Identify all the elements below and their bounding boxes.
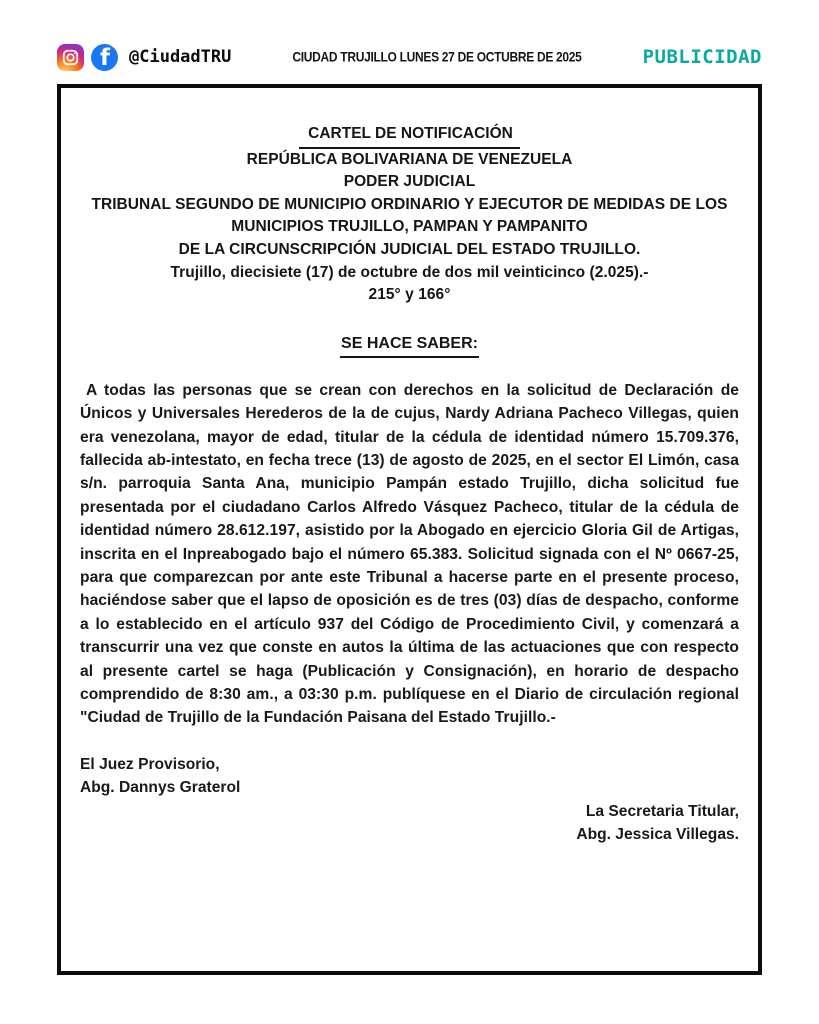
document-title-line — [80, 123, 739, 149]
se-hace-saber-label: SE HACE SABER: — [340, 333, 479, 358]
notification-document — [57, 84, 762, 975]
secretary-signature-block — [80, 800, 739, 847]
secretary-name: Abg. Jessica Villegas. — [576, 826, 739, 844]
publicidad-label: PUBLICIDAD — [642, 46, 762, 68]
document-title: CARTEL DE NOTIFICACIÓN — [299, 123, 520, 149]
facebook-icon[interactable]: f — [91, 44, 118, 71]
judge-name: Abg. Dannys Graterol — [80, 779, 241, 797]
secretary-title: La Secretaria Titular, — [585, 802, 739, 820]
heading-line-tribunal-2: MUNICIPIOS TRUJILLO, PAMPAN Y PAMPANITO — [231, 218, 588, 236]
subheading-line — [80, 333, 739, 358]
heading-line-poder-judicial: PODER JUDICIAL — [343, 173, 476, 191]
masthead — [57, 40, 762, 74]
social-handles — [57, 44, 231, 71]
dateline: CIUDAD TRUJILLO LUNES 27 DE OCTUBRE DE 2025 — [292, 49, 582, 65]
heading-line-republic: REPÚBLICA BOLIVARIANA DE VENEZUELA — [246, 150, 573, 168]
judge-title: El Juez Provisorio, — [80, 755, 220, 773]
heading-line-tribunal-1: TRIBUNAL SEGUNDO DE MUNICIPIO ORDINARIO Y EJECUTOR DE MEDIDAS DE LOS — [91, 195, 728, 213]
judge-signature-block — [80, 753, 739, 800]
heading-line-dateplace: Trujillo, diecisiete (17) de octubre de dos mil veinticinco (2.025).- — [170, 263, 649, 281]
social-handle: @CiudadTRU — [129, 47, 232, 67]
heading-line-years: 215° y 166° — [368, 286, 451, 304]
heading-line-circunscripcion: DE LA CIRCUNSCRIPCIÓN JUDICIAL DEL ESTADO TRUJILLO. — [178, 240, 641, 258]
notice-body-paragraph: A todas las personas que se crean con derechos en la solicitud de Declaración de Únicos y Universales Herederos de la de cujus, Nardy Adriana Pacheco Villegas, quien era venezolana, mayor de edad, titular de la cédula de identidad número 15.709.376, fallecida ab-intestato, en fecha trece (13) de agosto de 2025, en el sector El Limón, casa s/n. parroquia Santa Ana, municipio Pampán estado Trujillo, dicha solicitud fue presentada por el ciudadano Carlos Alfredo Vásquez Pacheco, titular de la cédula de identidad número 28.612.197, asistido por la Abogado en ejercicio Gloria Gil de Artigas, inscrita en el Inpreabogado bajo el número 65.383. Solicitud signada con el Nº 0667-25, para que comparezcan por ante este Tribunal a hacerse parte en el presente proceso, haciéndose saber que el lapso de oposición es de tres (03) días de despacho, conforme a lo establecido en el artículo 937 del Código de Procedimiento Civil, y comenzará a transcurrir una vez que conste en autos la última de las actuaciones que con respecto al presente cartel se haga (Publicación y Consignación), en horario de despacho comprendido de 8:30 am., a 03:30 p.m. publíquese en el Diario de circulación regional "Ciudad de Trujillo de la Fundación Paisana del Estado Trujillo.- — [80, 381, 739, 727]
instagram-icon[interactable] — [57, 44, 84, 71]
